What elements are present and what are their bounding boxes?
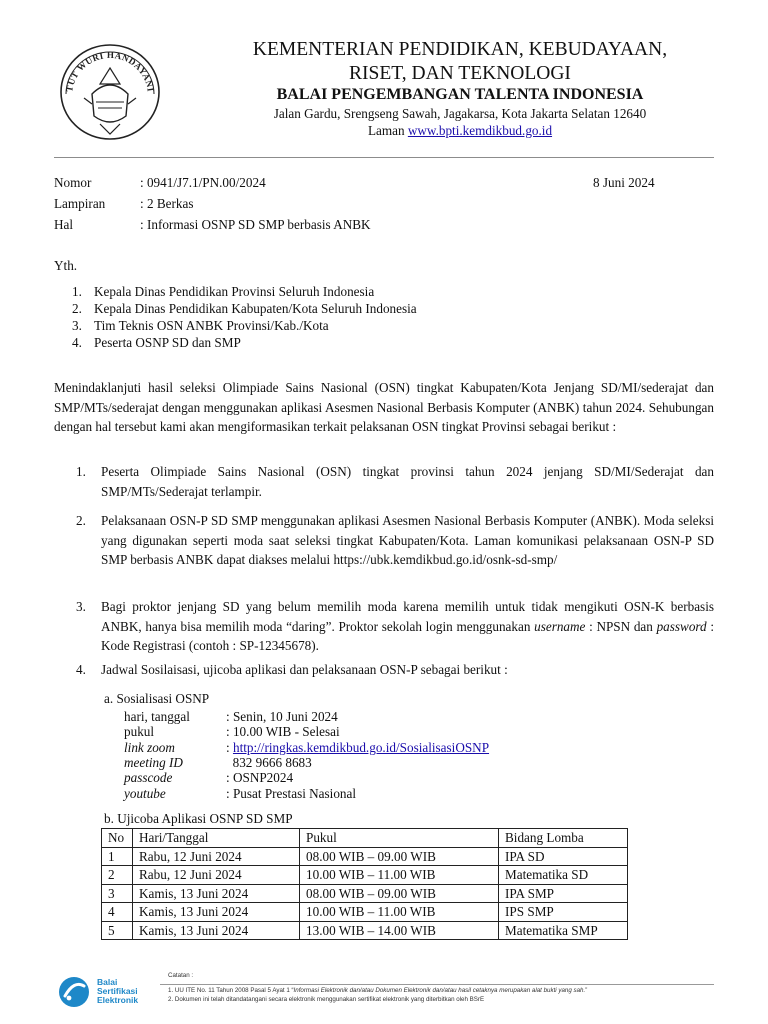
point-3-sentence: Bagi proktor jenjang SD yang belum memilih moda karena memilih untuk tidak mengikuti OSN-K berbasis ANBK, hanya bisa memilih moda “daring”. Proktor sekolah login menggunakan <box>101 599 714 634</box>
greeting: Yth. <box>54 258 78 273</box>
table-row <box>102 921 628 940</box>
point-number: 4. <box>76 662 86 677</box>
footer-divider <box>160 984 714 985</box>
table-cell: Kamis, 13 Juni 2024 <box>133 921 300 940</box>
sosialisasi-value: 832 9666 8683 <box>226 755 312 770</box>
ministry-name-line1: KEMENTERIAN PENDIDIKAN, KEBUDAYAAN, <box>252 39 668 60</box>
ujicoba-title: b. Ujicoba Aplikasi OSNP SD SMP <box>104 811 293 826</box>
table-cell: 1 <box>102 847 133 866</box>
point-3-npsn: : NPSN dan <box>589 618 653 634</box>
sosialisasi-value: : OSNP2024 <box>226 770 294 785</box>
footer-note-2: 2. Dokumen ini telah ditandatangani secara elektronik menggunakan sertifikat elektronik yang diterbitkan oleh BSrE <box>168 996 485 1003</box>
website-link[interactable]: www.bpti.kemdikbud.go.id <box>407 123 553 138</box>
sosialisasi-label: hari, tanggal <box>124 709 190 724</box>
sosialisasi-label: youtube <box>124 786 166 801</box>
point-number: 3. <box>76 599 86 614</box>
nomor-value: : 0941/J7.1/PN.00/2024 <box>140 175 266 190</box>
table-cell: 10.00 WIB – 11.00 WIB <box>300 866 499 885</box>
table-cell: 3 <box>102 884 133 903</box>
table-header-cell: Pukul <box>300 829 499 848</box>
bsre-line: Elektronik <box>97 995 139 1005</box>
note1-quote: Informasi Elektronik dan/atau Dokumen Elektronik dan/atau hasil cetaknya merupakan alat bukti yang sah. <box>293 987 586 994</box>
table-header-row <box>102 829 628 848</box>
table-row <box>102 847 628 866</box>
zoom-link[interactable]: http://ringkas.kemdikbud.go.id/SosialisasiOSNP <box>232 740 490 755</box>
point-3-text <box>101 597 714 656</box>
sosialisasi-label: passcode <box>124 770 173 785</box>
hal-value: : Informasi OSNP SD SMP berbasis ANBK <box>140 217 371 232</box>
footer-note-1 <box>168 987 587 994</box>
header-divider <box>54 157 714 158</box>
recipient-item: Kepala Dinas Pendidikan Provinsi Seluruh Indonesia <box>94 284 375 299</box>
table-cell: 2 <box>102 866 133 885</box>
agency-address: Jalan Gardu, Srengseng Sawah, Jagakarsa, Kota Jakarta Selatan 12640 <box>273 106 647 121</box>
letter-date: 8 Juni 2024 <box>593 175 655 190</box>
table-cell: 4 <box>102 903 133 922</box>
recipient-num: 2. <box>72 301 82 316</box>
table-cell: Matematika SD <box>499 866 628 885</box>
sosialisasi-label: link zoom <box>124 740 175 755</box>
username-term: username <box>534 618 586 634</box>
note1-prefix: 1. UU ITE No. 11 Tahun 2008 Pasal 5 Ayat 1 “ <box>168 987 294 994</box>
lampiran-label: Lampiran <box>54 196 106 211</box>
bsre-line: Sertifikasi <box>97 986 138 996</box>
table-cell: Matematika SMP <box>499 921 628 940</box>
sosialisasi-value: : Senin, 10 Juni 2024 <box>226 709 338 724</box>
table-row <box>102 866 628 885</box>
table-cell: IPA SD <box>499 847 628 866</box>
point-number: 1. <box>76 464 86 479</box>
sosialisasi-value: : 10.00 WIB - Selesai <box>226 724 340 739</box>
table-header-cell: Bidang Lomba <box>499 829 628 848</box>
zoom-link-colon: : <box>226 740 233 755</box>
point-number: 2. <box>76 513 86 528</box>
bsre-wordmark <box>97 978 138 1005</box>
recipient-item: Kepala Dinas Pendidikan Kabupaten/Kota Seluruh Indonesia <box>94 301 417 316</box>
table-cell: Kamis, 13 Juni 2024 <box>133 903 300 922</box>
table-cell: Rabu, 12 Juni 2024 <box>133 866 300 885</box>
footer-catatan: Catatan : <box>168 972 194 979</box>
point-2-text: Pelaksanaan OSN-P SD SMP menggunakan aplikasi Asesmen Nasional Berbasis Komputer (ANBK). Moda seleksi yang digunakan seperti moda saat seleksi tingkat Kabupaten/Kota. Laman komunikasi pelaksanaan OSN-P SD SMP berbasis ANBK dapat diakses melalui https://ubk.kemdikbud.go.id/osnk-sd-smp/ <box>101 513 714 567</box>
sosialisasi-label: pukul <box>124 724 155 739</box>
table-row <box>102 903 628 922</box>
point-1-text: Peserta Olimpiade Sains Nasional (OSN) tingkat provinsi tahun 2024 jenjang SD/MI/Sederajat dan SMP/MTs/Sederajat terlampir. <box>101 464 714 499</box>
recipient-item: Peserta OSNP SD dan SMP <box>94 335 241 350</box>
recipient-num: 3. <box>72 318 82 333</box>
lampiran-value: : 2 Berkas <box>140 196 194 211</box>
bsre-logo-icon <box>56 974 92 1010</box>
recipient-num: 1. <box>72 284 82 299</box>
bsre-line: Balai <box>97 977 118 987</box>
sosialisasi-label: meeting ID <box>124 755 183 770</box>
nomor-label: Nomor <box>54 175 92 190</box>
table-cell: 10.00 WIB – 11.00 WIB <box>300 903 499 922</box>
table-cell: 08.00 WIB – 09.00 WIB <box>300 884 499 903</box>
tut-wuri-handayani-logo <box>56 38 164 142</box>
table-cell: 08.00 WIB – 09.00 WIB <box>300 847 499 866</box>
point-3-kode: : Kode Registrasi (contoh : SP-12345678). <box>101 618 715 653</box>
svg-text:TUT WURI HANDAYANI: TUT WURI HANDAYANI <box>64 49 156 93</box>
sosialisasi-title: a. Sosialisasi OSNP <box>104 691 210 706</box>
website-label: Laman <box>367 123 405 138</box>
recipient-num: 4. <box>72 335 82 350</box>
password-term: password <box>656 618 707 634</box>
note1-suffix: ” <box>585 987 588 994</box>
agency-website-line <box>170 123 750 139</box>
table-row <box>102 884 628 903</box>
recipient-item: Tim Teknis OSN ANBK Provinsi/Kab./Kota <box>94 318 329 333</box>
ujicoba-schedule-table <box>101 828 628 940</box>
table-header-cell: No <box>102 829 133 848</box>
sosialisasi-value: : Pusat Prestasi Nasional <box>226 786 357 801</box>
hal-label: Hal <box>54 217 74 232</box>
table-header-cell: Hari/Tanggal <box>133 829 300 848</box>
table-cell: Kamis, 13 Juni 2024 <box>133 884 300 903</box>
table-cell: 13.00 WIB – 14.00 WIB <box>300 921 499 940</box>
table-cell: IPS SMP <box>499 903 628 922</box>
table-cell: IPA SMP <box>499 884 628 903</box>
point-4-text: Jadwal Sosilaisasi, ujicoba aplikasi dan pelaksanaan OSN-P sebagai berikut : <box>101 662 508 677</box>
table-cell: 5 <box>102 921 133 940</box>
agency-name: BALAI PENGEMBANGAN TALENTA INDONESIA <box>276 86 644 103</box>
table-cell: Rabu, 12 Juni 2024 <box>133 847 300 866</box>
ministry-name-line2: RISET, DAN TEKNOLOGI <box>349 63 571 84</box>
intro-paragraph: Menindaklanjuti hasil seleksi Olimpiade Sains Nasional (OSN) tingkat Kabupaten/Kota Jenjang SD/MI/sederajat dan SMP/MTs/sederajat dengan menggunakan aplikasi Asesmen Nasional Berbasis Komputer (ANBK) tahun 2024. Sehubungan dengan hal tersebut kami akan mengiformasikan terkait pelaksanan OSN tingkat Provinsi sebagai berikut : <box>54 380 714 434</box>
